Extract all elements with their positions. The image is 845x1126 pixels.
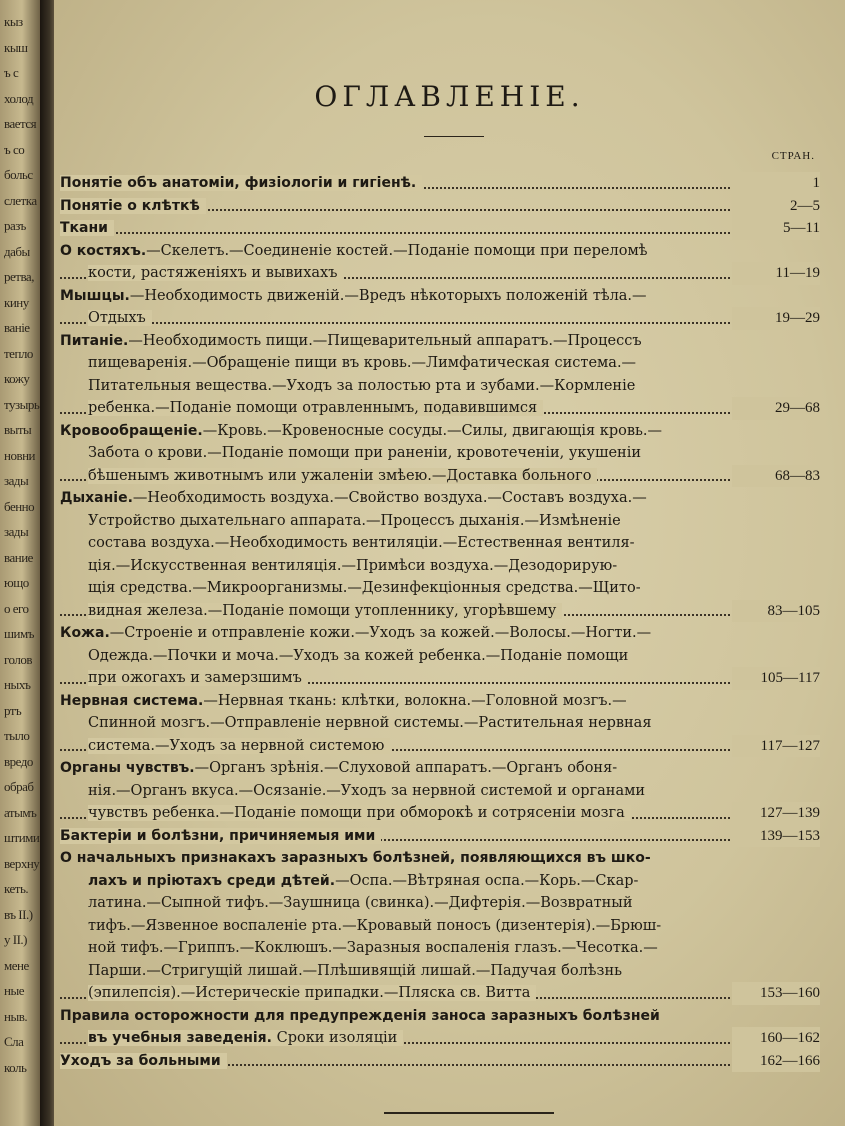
page-number: 127—139 xyxy=(732,802,820,825)
toc-line xyxy=(60,195,820,218)
toc-text: Питательныя вещества.—Уходъ за полостью рта и зубами.—Кормленіе xyxy=(88,377,636,394)
toc-text: —Строеніе и отправленіе кожи.—Уходъ за кожей.—Волосы.—Ногти.— xyxy=(109,625,652,641)
toc-heading: Правила осторожности для предупрежденія заноса заразныхъ болѣзней xyxy=(60,1007,660,1024)
toc-line xyxy=(60,892,820,915)
margin-fragment: вается xyxy=(4,116,37,131)
page-number: 139—153 xyxy=(732,825,820,848)
toc-entry xyxy=(60,487,820,622)
page-number: 162—166 xyxy=(732,1050,820,1073)
dot-leader xyxy=(60,232,730,234)
toc-text: чувствъ ребенка.—Поданіе помощи при обморокѣ и сотрясеніи мозга xyxy=(88,805,625,821)
page-number: 5—11 xyxy=(732,217,820,240)
toc-line xyxy=(60,870,820,893)
margin-fragment: коль xyxy=(4,1059,27,1075)
toc-line xyxy=(60,690,820,713)
margin-fragment: шимъ xyxy=(4,626,34,641)
toc-heading: Понятіе о клѣткѣ xyxy=(60,197,200,214)
page-number: 117—127 xyxy=(732,735,820,758)
margin-fragment: кину xyxy=(4,294,29,310)
toc-text: пищеваренія.—Обращеніе пищи въ кровь.—Лимфатическая система.— xyxy=(88,355,637,371)
toc-line xyxy=(60,847,820,870)
toc-line xyxy=(60,915,820,938)
toc-line xyxy=(60,1050,820,1073)
toc-text: —Кровь.—Кровеносные сосуды.—Силы, двигающія кровь.— xyxy=(202,422,663,439)
toc-entry xyxy=(60,690,820,758)
toc-line xyxy=(60,667,820,690)
toc-heading: Дыханіе. xyxy=(60,490,133,506)
margin-fragment: ющо xyxy=(4,575,29,590)
table-of-contents xyxy=(60,172,820,1072)
toc-text: нія.—Органъ вкуса.—Осязаніе.—Уходъ за нервной системой и органами xyxy=(88,782,646,799)
page-number: 68—83 xyxy=(732,465,820,488)
toc-entry xyxy=(60,420,820,488)
toc-heading: Уходъ за больными xyxy=(60,1052,221,1069)
toc-heading: Кожа. xyxy=(60,625,110,641)
toc-entry xyxy=(60,847,820,1005)
toc-text: видная железа.—Поданіе помощи утопленнику, угорѣвшему xyxy=(88,602,557,619)
margin-fragment: штими xyxy=(4,830,40,845)
toc-heading: Нервная система. xyxy=(60,692,204,709)
toc-line xyxy=(60,1027,820,1050)
toc-line xyxy=(60,330,820,353)
page-number: 83—105 xyxy=(732,600,820,623)
toc-line xyxy=(60,240,820,263)
toc-line xyxy=(60,397,820,420)
margin-fragment: ретва, xyxy=(4,269,34,284)
toc-text: —Оспа.—Вѣтряная оспа.—Корь.—Скар- xyxy=(335,872,639,889)
toc-heading: О костяхъ. xyxy=(60,242,147,259)
title-rule xyxy=(424,136,484,137)
toc-line xyxy=(60,510,820,533)
toc-text: Спинной мозгъ.—Отправленіе нервной системы.—Растительная нервная xyxy=(88,715,652,731)
page-column-header: СТРАН. xyxy=(771,150,815,162)
toc-heading: Мышцы. xyxy=(60,287,130,304)
margin-fragment: зады xyxy=(4,524,29,539)
margin-fragment: у II.) xyxy=(4,932,27,947)
page-number: 1 xyxy=(732,172,820,195)
toc-entry xyxy=(60,240,820,285)
toc-line xyxy=(60,285,820,308)
toc-heading: лахъ и пріютахъ среди дѣтей. xyxy=(88,872,336,889)
toc-text: ція.—Искусственная вентиляція.—Примѣси воздуха.—Дезодорирую- xyxy=(88,557,618,574)
toc-heading: въ учебныя заведенія. xyxy=(88,1030,272,1046)
toc-heading: О начальныхъ признакахъ заразныхъ болѣзней, появляющихся въ шко- xyxy=(60,850,651,866)
margin-fragment: мене xyxy=(4,957,29,973)
margin-fragment: бенно xyxy=(4,498,35,514)
toc-text: —Органъ зрѣнія.—Слуховой аппаратъ.—Органъ обоня- xyxy=(194,760,618,776)
margin-fragment: слетка xyxy=(4,192,37,208)
margin-fragment: въ II.) xyxy=(4,906,33,922)
page-number: 19—29 xyxy=(732,307,820,330)
toc-text: —Необходимость движеній.—Вредъ нѣкоторыхъ положеній тѣла.— xyxy=(129,287,647,304)
toc-text: (эпилепсія).—Истерическіе припадки.—Пляска св. Витта xyxy=(88,985,531,1001)
toc-entry xyxy=(60,172,820,195)
margin-fragment: новни xyxy=(4,447,36,463)
toc-entry xyxy=(60,622,820,690)
toc-entry xyxy=(60,1050,820,1073)
bottom-rule xyxy=(384,1112,554,1114)
margin-fragment: тыло xyxy=(4,728,30,743)
toc-text: щія средства.—Микроорганизмы.—Дезинфекціонныя средства.—Щито- xyxy=(88,580,641,596)
toc-text: Забота о крови.—Поданіе помощи при раненіи, кровотеченіи, укушеніи xyxy=(88,445,642,461)
toc-line xyxy=(60,622,820,645)
margin-fragment: ваніе xyxy=(4,320,30,335)
toc-text: при ожогахъ и замерзшимъ xyxy=(88,670,302,686)
margin-fragment: вредо xyxy=(4,753,33,769)
margin-fragment: голов xyxy=(4,651,32,667)
toc-heading: Бактеріи и болѣзни, причиняемыя ими xyxy=(60,827,376,844)
toc-entry xyxy=(60,217,820,240)
toc-text: Одежда.—Почки и моча.—Уходъ за кожей ребенка.—Поданіе помощи xyxy=(88,647,629,664)
toc-line xyxy=(60,442,820,465)
toc-line xyxy=(60,600,820,623)
toc-line xyxy=(60,172,820,195)
toc-text: состава воздуха.—Необходимость вентиляціи.—Естественная вентиля- xyxy=(88,535,635,551)
toc-line xyxy=(60,262,820,285)
page-number: 153—160 xyxy=(732,982,820,1005)
margin-fragment: ныхъ xyxy=(4,677,31,692)
toc-line xyxy=(60,645,820,668)
margin-fragment: холод xyxy=(4,90,34,106)
toc-text: Сроки изоляціи xyxy=(271,1030,398,1046)
toc-text: тифъ.—Язвенное воспаленіе рта.—Кровавый поносъ (дизентерія).—Брюш- xyxy=(88,917,662,934)
toc-heading: Кровообращеніе. xyxy=(60,422,203,439)
toc-heading: Понятіе объ анатоміи, физіологіи и гигіенѣ. xyxy=(60,175,417,191)
toc-line xyxy=(60,780,820,803)
toc-heading: Ткани xyxy=(60,220,108,236)
toc-entry xyxy=(60,285,820,330)
toc-text: Парши.—Стригущій лишай.—Плѣшивящій лишай.—Падучая болѣзнь xyxy=(88,962,623,979)
dot-leader xyxy=(60,322,730,324)
margin-fragment: ртъ xyxy=(4,702,22,718)
toc-text: —Нервная ткань: клѣтки, волокна.—Головной мозгъ.— xyxy=(203,692,627,709)
toc-line xyxy=(60,465,820,488)
toc-line xyxy=(60,982,820,1005)
toc-line xyxy=(60,757,820,780)
toc-line xyxy=(60,217,820,240)
toc-line xyxy=(60,577,820,600)
page-number: 29—68 xyxy=(732,397,820,420)
toc-line xyxy=(60,487,820,510)
toc-entry xyxy=(60,757,820,825)
margin-fragment: верхну xyxy=(4,855,40,871)
margin-fragment: дабы xyxy=(4,243,30,259)
page-number: 160—162 xyxy=(732,1027,820,1050)
margin-fragment: разъ xyxy=(4,218,26,233)
margin-fragment: обраб xyxy=(4,779,34,794)
toc-entry xyxy=(60,195,820,218)
page-title: ОГЛАВЛЕНІЕ. xyxy=(314,80,585,113)
toc-text: система.—Уходъ за нервной системою xyxy=(88,737,385,754)
toc-text: —Необходимость пищи.—Пищеварительный аппаратъ.—Процессъ xyxy=(128,332,642,349)
margin-fragment: тепло xyxy=(4,345,33,361)
toc-line xyxy=(60,375,820,398)
toc-line xyxy=(60,712,820,735)
margin-fragment: ъ с xyxy=(4,65,19,80)
toc-line xyxy=(60,802,820,825)
toc-text: Устройство дыхательнаго аппарата.—Процессъ дыханія.—Измѣненіе xyxy=(88,512,621,529)
margin-fragment: атымъ xyxy=(4,804,37,820)
margin-fragment: вание xyxy=(4,549,33,565)
toc-line xyxy=(60,532,820,555)
toc-text: Отдыхъ xyxy=(88,310,146,326)
toc-text: бѣшенымъ животнымъ или ужаленіи змѣею.—Доставка больного xyxy=(88,467,592,484)
page-number: 11—19 xyxy=(732,262,820,285)
toc-text: —Необходимость воздуха.—Свойство воздуха.—Составъ воздуха.— xyxy=(132,490,647,506)
adjacent-page-edge xyxy=(0,0,40,1126)
margin-fragment: больс xyxy=(4,167,33,182)
margin-fragment: ные xyxy=(4,983,24,998)
toc-text: ребенка.—Поданіе помощи отравленнымъ, подавившимся xyxy=(88,400,538,416)
toc-text: ной тифъ.—Гриппъ.—Коклюшъ.—Заразныя воспаленія глазъ.—Чесотка.— xyxy=(88,940,658,956)
toc-line xyxy=(60,960,820,983)
toc-entry xyxy=(60,825,820,848)
margin-fragment: тузырь xyxy=(4,396,40,412)
margin-fragment: ъ со xyxy=(4,141,25,157)
toc-entry xyxy=(60,1005,820,1050)
margin-fragment: ныв. xyxy=(4,1008,28,1024)
margin-fragment: выты xyxy=(4,422,32,437)
toc-line xyxy=(60,825,820,848)
page-number: 105—117 xyxy=(732,667,820,690)
margin-fragment: кеть. xyxy=(4,881,29,896)
margin-fragment: кожу xyxy=(4,371,30,386)
margin-fragment: Сла xyxy=(4,1034,24,1049)
toc-line xyxy=(60,1005,820,1028)
toc-line xyxy=(60,307,820,330)
toc-text: латина.—Сыпной тифъ.—Заушница (свинка).—Дифтерія.—Возвратный xyxy=(88,895,633,911)
book-page xyxy=(54,0,845,1126)
toc-line xyxy=(60,937,820,960)
margin-fragment: зады xyxy=(4,473,29,488)
margin-fragment: о его xyxy=(4,600,29,616)
margin-fragment: кыш xyxy=(4,39,28,55)
toc-heading: Питаніе. xyxy=(60,332,129,349)
toc-line xyxy=(60,735,820,758)
page-number: 2—5 xyxy=(732,195,820,218)
toc-text: кости, растяженіяхъ и вывихахъ xyxy=(88,265,338,281)
toc-line xyxy=(60,420,820,443)
toc-heading: Органы чувствъ. xyxy=(60,760,195,776)
margin-fragment: кыз xyxy=(4,14,23,29)
toc-text: —Скелетъ.—Соединеніе костей.—Поданіе помощи при переломѣ xyxy=(146,242,648,259)
toc-line xyxy=(60,555,820,578)
toc-entry xyxy=(60,330,820,420)
toc-line xyxy=(60,352,820,375)
